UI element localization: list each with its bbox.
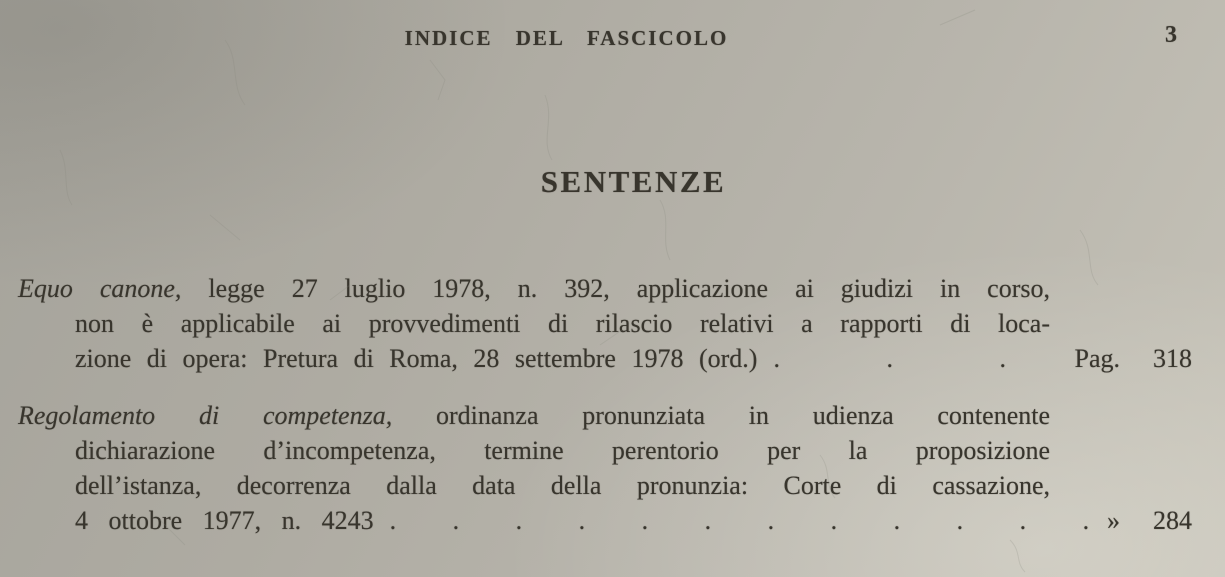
- page-ref-number: 284: [1153, 506, 1192, 535]
- page-reference: [1107, 503, 1192, 538]
- entry-lead-italic: Equo canone,: [18, 274, 182, 303]
- entry-continuation-line: dichiarazione d’incompetenza, termine perentorio per la proposizione: [75, 436, 1050, 465]
- entry-continuation-line: dell’istanza, decorrenza dalla data della pronunzia: Corte di cassazione,: [75, 471, 1050, 500]
- entry-continuation-line: non è applicabile ai provvedimenti di rilascio relativi a rapporti di loca-: [75, 309, 1050, 338]
- running-head: [0, 26, 1225, 51]
- section-heading: SENTENZE: [540, 164, 727, 199]
- dot-leader: . . . . . . . . . . . .: [389, 506, 1090, 535]
- entry-last-line: [75, 503, 1192, 538]
- index-entry: [18, 398, 1192, 538]
- page-ref-label: Pag.: [1074, 344, 1120, 373]
- dot-leader: . . .: [773, 344, 1006, 373]
- entry-first-line-text: legge 27 luglio 1978, n. 392, applicazione ai giudizi in corso,: [208, 274, 1050, 303]
- folio-page-number: 3: [1165, 22, 1177, 48]
- page-reference: [1075, 341, 1193, 376]
- index-title: INDICE DEL FASCICOLO: [404, 26, 729, 50]
- entry-lead-italic: Regolamento di competenza,: [18, 401, 393, 430]
- entry-first-line-text: ordinanza pronunziata in udienza contenente: [435, 401, 1050, 430]
- entry-last-line-text: 4 ottobre 1977, n. 4243: [75, 506, 374, 535]
- entry-first-line: [18, 398, 1050, 433]
- entry-last-line-text: zione di opera: Pretura di Roma, 28 settembre 1978 (ord.): [75, 344, 758, 373]
- entry-last-line: [75, 341, 1192, 376]
- page-ref-number: 318: [1153, 344, 1192, 373]
- index-entry: [18, 271, 1192, 376]
- page-ref-label: »: [1107, 506, 1120, 535]
- entry-first-line: [18, 271, 1050, 306]
